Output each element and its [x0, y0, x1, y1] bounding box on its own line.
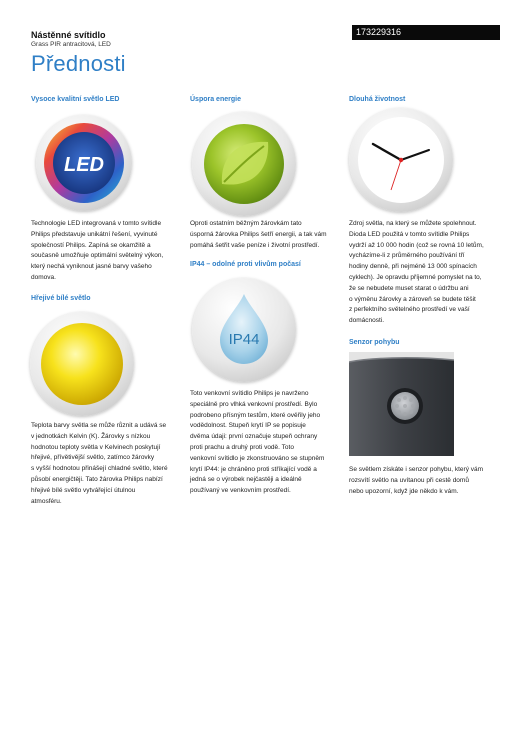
text-line: o výměnu žárovky a zároveň se budete těšit: [349, 295, 476, 303]
text-line: atmosféru.: [31, 497, 62, 505]
ip44-heading: IP44 – odolné proti vlivům počasí: [190, 261, 301, 268]
text-line: který nechá vyniknout jasné barvy vašeho: [31, 263, 152, 271]
led-icon: [36, 115, 132, 211]
text-line: Se světlem získáte i senzor pohybu, který vám: [349, 466, 484, 473]
text-line: společností Philips. Zapíná se okamžitě a: [31, 241, 151, 249]
sensor-heading: Senzor pohybu: [349, 339, 400, 346]
text-line: Dioda LED použitá v tomto svítidle Philips: [349, 230, 470, 238]
energy-text: [190, 219, 350, 251]
text-line: pomáhá šetřit vaše peníze i životní prostředí.: [190, 241, 320, 249]
text-line: Zdroj světla, na který se můžete spolehnout.: [349, 220, 477, 227]
text-line: z perfektního světelného prostředí ve vaší: [349, 306, 470, 314]
text-line: používaný ve venkovním prostředí.: [190, 487, 291, 495]
text-line: speciálně pro vlhká venkovní prostředí. Bylo: [190, 400, 318, 408]
text-line: současně umožňuje optimální světelný výkon,: [31, 252, 164, 260]
text-line: vodědolnost. Stupeň krytí IP se popisuje: [190, 422, 306, 430]
text-line: venkovní svítidlo je zkonstruováno se stupněm: [190, 454, 325, 462]
text-line: že se nebudete muset starat o údržbu ani: [349, 284, 469, 292]
motion-sensor-image: [349, 352, 454, 456]
text-line: vydrží až 10 000 hodin (což se rovná 10 letům,: [349, 241, 484, 249]
energy-heading: Úspora energie: [190, 96, 241, 103]
product-subtitle: Grass PIR antracitová, LED: [31, 41, 111, 48]
text-line: Technologie LED integrovaná v tomto svítidle: [31, 220, 162, 227]
warm-text: [31, 421, 196, 507]
text-line: Oproti ostatním běžným žárovkám tato: [190, 220, 302, 227]
text-line: dvěma údaji: první označuje stupeň ochrany: [190, 433, 318, 441]
text-line: nebo upozorní, když jde někdo k vám.: [349, 487, 459, 495]
text-line: hřejivé bílé světlo vytvářející útulnou: [31, 486, 136, 494]
text-line: Philips představuje unikátní řešení, vyvinuté: [31, 230, 158, 238]
text-line: proti prachu a druhý proti vodě. Toto: [190, 443, 294, 451]
text-line: krytí IP44: je chráněno proti stříkající vodě a: [190, 465, 317, 473]
sensor-text: [349, 465, 509, 497]
lifetime-text: [349, 219, 509, 327]
warm-heading: Hřejivé bílé světlo: [31, 295, 91, 302]
text-line: jedná se o výrobek nejčastěji a ideálně: [190, 476, 302, 484]
ip44-text: [190, 389, 350, 497]
text-line: vycházíme-li z průměrného používání tří: [349, 252, 465, 260]
text-line: hodiny denně, při nejméně 13 000 spínacích: [349, 263, 477, 271]
lifetime-heading: Dlouhá životnost: [349, 96, 406, 103]
text-line: Teplota barvy světla se může různit a udává se: [31, 422, 167, 429]
text-line: hodnotou teploty světla v Kelvinech poskytují: [31, 443, 161, 451]
leaf-icon: [192, 112, 296, 216]
text-line: cyklech). Je opravdu příjemné pomyslet na to,: [349, 273, 482, 281]
text-line: s vyšší hodnotou přinášejí chladné světlo, které: [31, 465, 168, 473]
led-text: [31, 219, 191, 284]
ip44-icon: [192, 278, 296, 382]
text-line: hřejivé, přívětivější světlo, zatímco žárovky: [31, 454, 155, 462]
text-line: rozsvítí světlo na uvítanou při cestě domů: [349, 476, 469, 484]
text-line: domácnosti.: [349, 317, 385, 325]
text-line: úsporná žárovka Philips šetří energii, a tak vám: [190, 230, 327, 238]
page-title: Přednosti: [31, 51, 126, 76]
led-heading: Vysoce kvalitní světlo LED: [31, 96, 120, 103]
text-line: působí energičtěji. Tato žárovka Philips nabízí: [31, 475, 163, 483]
text-line: podrobeno přísným testům, které ověřily jeho: [190, 411, 321, 419]
text-line: domova.: [31, 273, 56, 281]
clock-icon: [349, 108, 453, 212]
product-title: Nástěnné svítidlo: [31, 30, 106, 40]
text-line: v jednotkách Kelvin (K). Žárovky s nízkou: [31, 432, 151, 440]
text-line: Toto venkovní svítidlo Philips je navrženo: [190, 390, 309, 397]
warm-light-icon: [30, 312, 134, 416]
ip44-icon-label: IP44: [228, 331, 260, 348]
product-code: 173229316: [352, 25, 500, 40]
led-icon-label: LED: [64, 154, 104, 176]
